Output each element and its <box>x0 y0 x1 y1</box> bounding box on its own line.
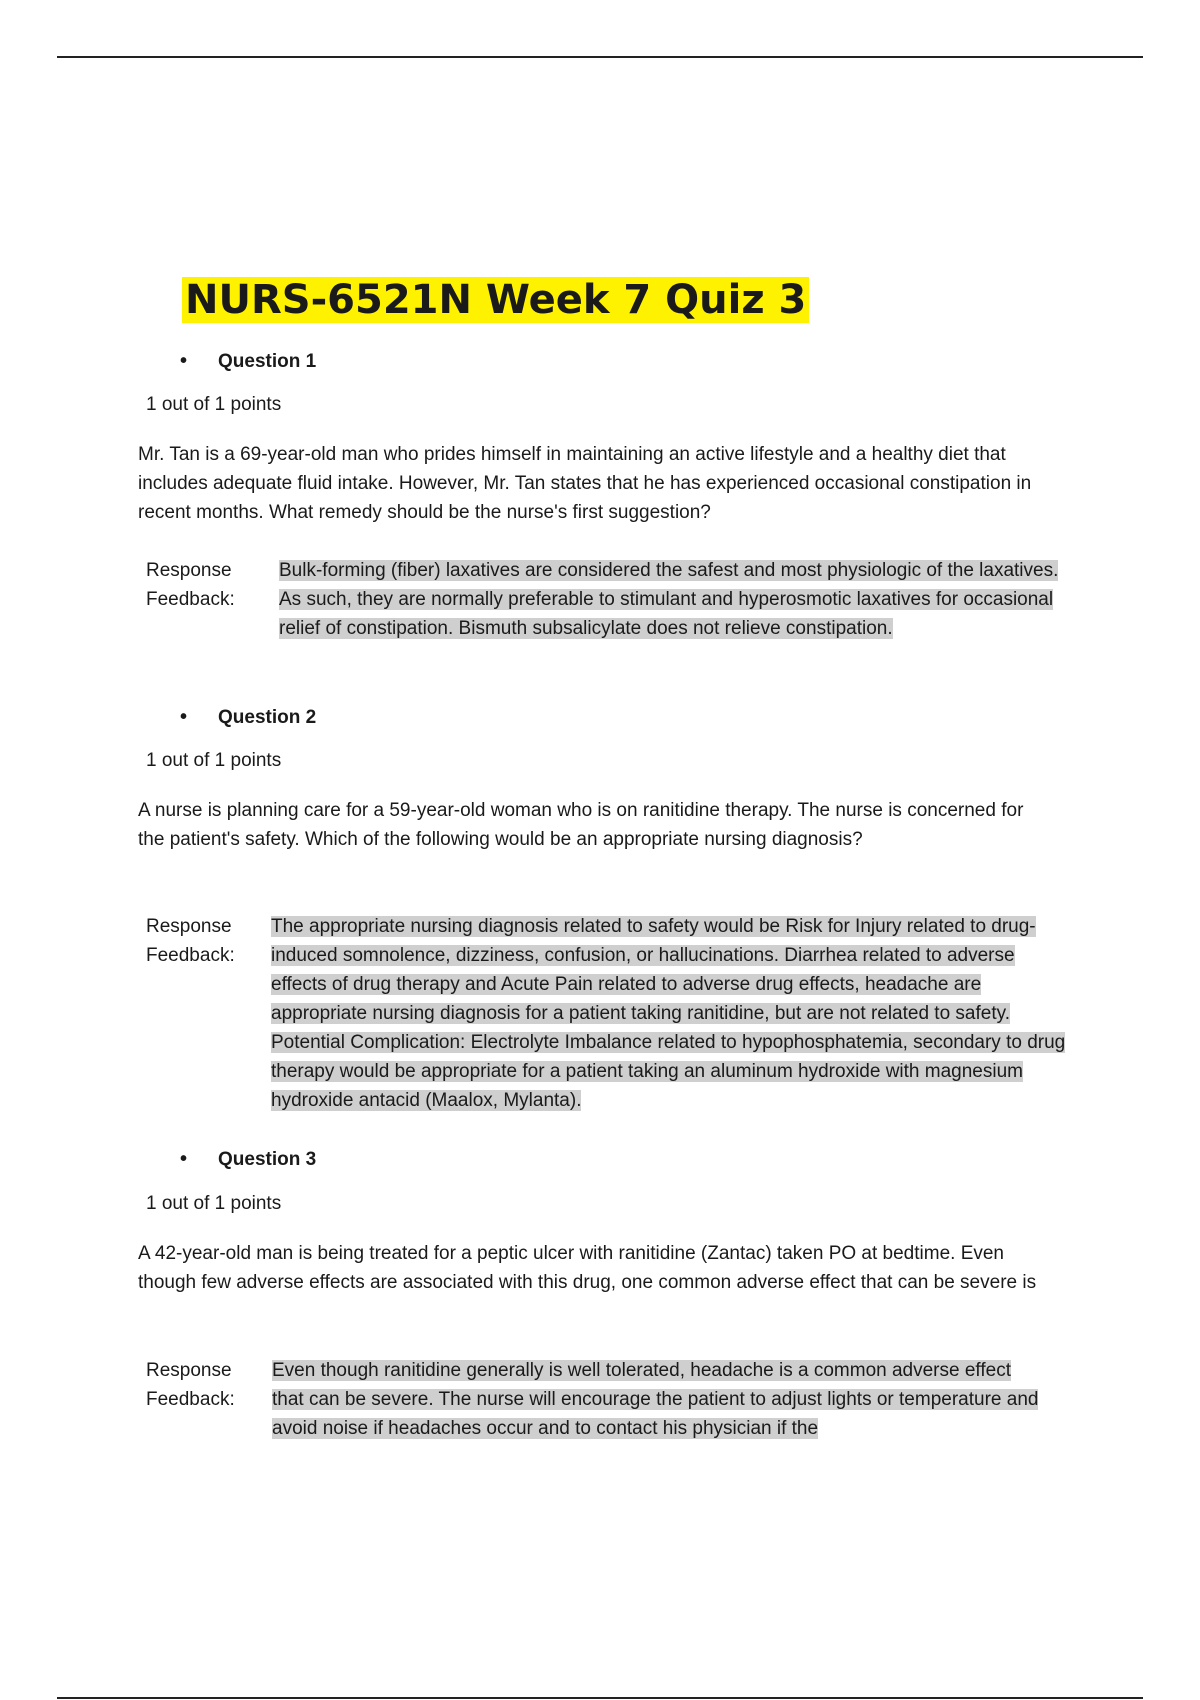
question-heading: • Question 3 <box>180 1148 317 1170</box>
response-feedback-label: Response Feedback: <box>146 1360 235 1410</box>
bullet-icon: • <box>180 1148 188 1170</box>
question-text: Mr. Tan is a 69-year-old man who prides himself in maintaining an active lifestyle and a healthy diet that includes adequate fluid intake. However, Mr. Tan states that he has experienced occasional constipation in recent months. What remedy should be the nurse's first suggestion? <box>138 444 1032 523</box>
question-text: A 42-year-old man is being treated for a peptic ulcer with ranitidine (Zantac) taken PO at bedtime. Even though few adverse effects are associated with this drug, one common adverse effect that can be severe is <box>138 1243 1037 1293</box>
question-heading: • Question 2 <box>180 706 317 728</box>
document-title: NURS-6521N Week 7 Quiz 3 <box>182 272 809 328</box>
response-feedback-label: Response Feedback: <box>146 560 235 610</box>
question-heading: • Question 1 <box>180 350 317 372</box>
bullet-icon: • <box>180 706 188 728</box>
response-feedback-text: The appropriate nursing diagnosis related to safety would be Risk for Injury related to drug-induced somnolence, dizziness, confusion, or hallucinations. Diarrhea related to adverse effects of drug therapy and Acute Pain related to adverse drug effects, headache are appropriate nursing diagnosis for a patient taking ranitidine, but are not related to safety. Potential Complication: Electrolyte Imbalance related to hypophosphatemia, secondary to drug therapy would be appropriate for a patient taking an aluminum hydroxide with magnesium hydroxide antacid (Maalox, Mylanta). <box>271 916 1066 1111</box>
response-feedback-text: Bulk-forming (fiber) laxatives are considered the safest and most physiologic of the laxatives. As such, they are normally preferable to stimulant and hyperosmotic laxatives for occasional relief of constipation. Bismuth subsalicylate does not relieve constipation. <box>279 560 1059 639</box>
bottom-rule <box>57 1697 1143 1699</box>
points-label: 1 out of 1 points <box>146 394 282 415</box>
points-label: 1 out of 1 points <box>146 1193 282 1214</box>
bullet-icon: • <box>180 350 188 372</box>
top-rule <box>57 56 1143 58</box>
response-feedback-text: Even though ranitidine generally is well tolerated, headache is a common adverse effect that can be severe. The nurse will encourage the patient to adjust lights or temperature and avoid noise if headaches occur and to contact his physician if the <box>272 1360 1039 1439</box>
points-label: 1 out of 1 points <box>146 750 282 771</box>
question-text: A nurse is planning care for a 59-year-old woman who is on ranitidine therapy. The nurse is concerned for the patient's safety. Which of the following would be an appropriate nursing diagnosis? <box>138 800 1024 850</box>
response-feedback-label: Response Feedback: <box>146 916 235 966</box>
